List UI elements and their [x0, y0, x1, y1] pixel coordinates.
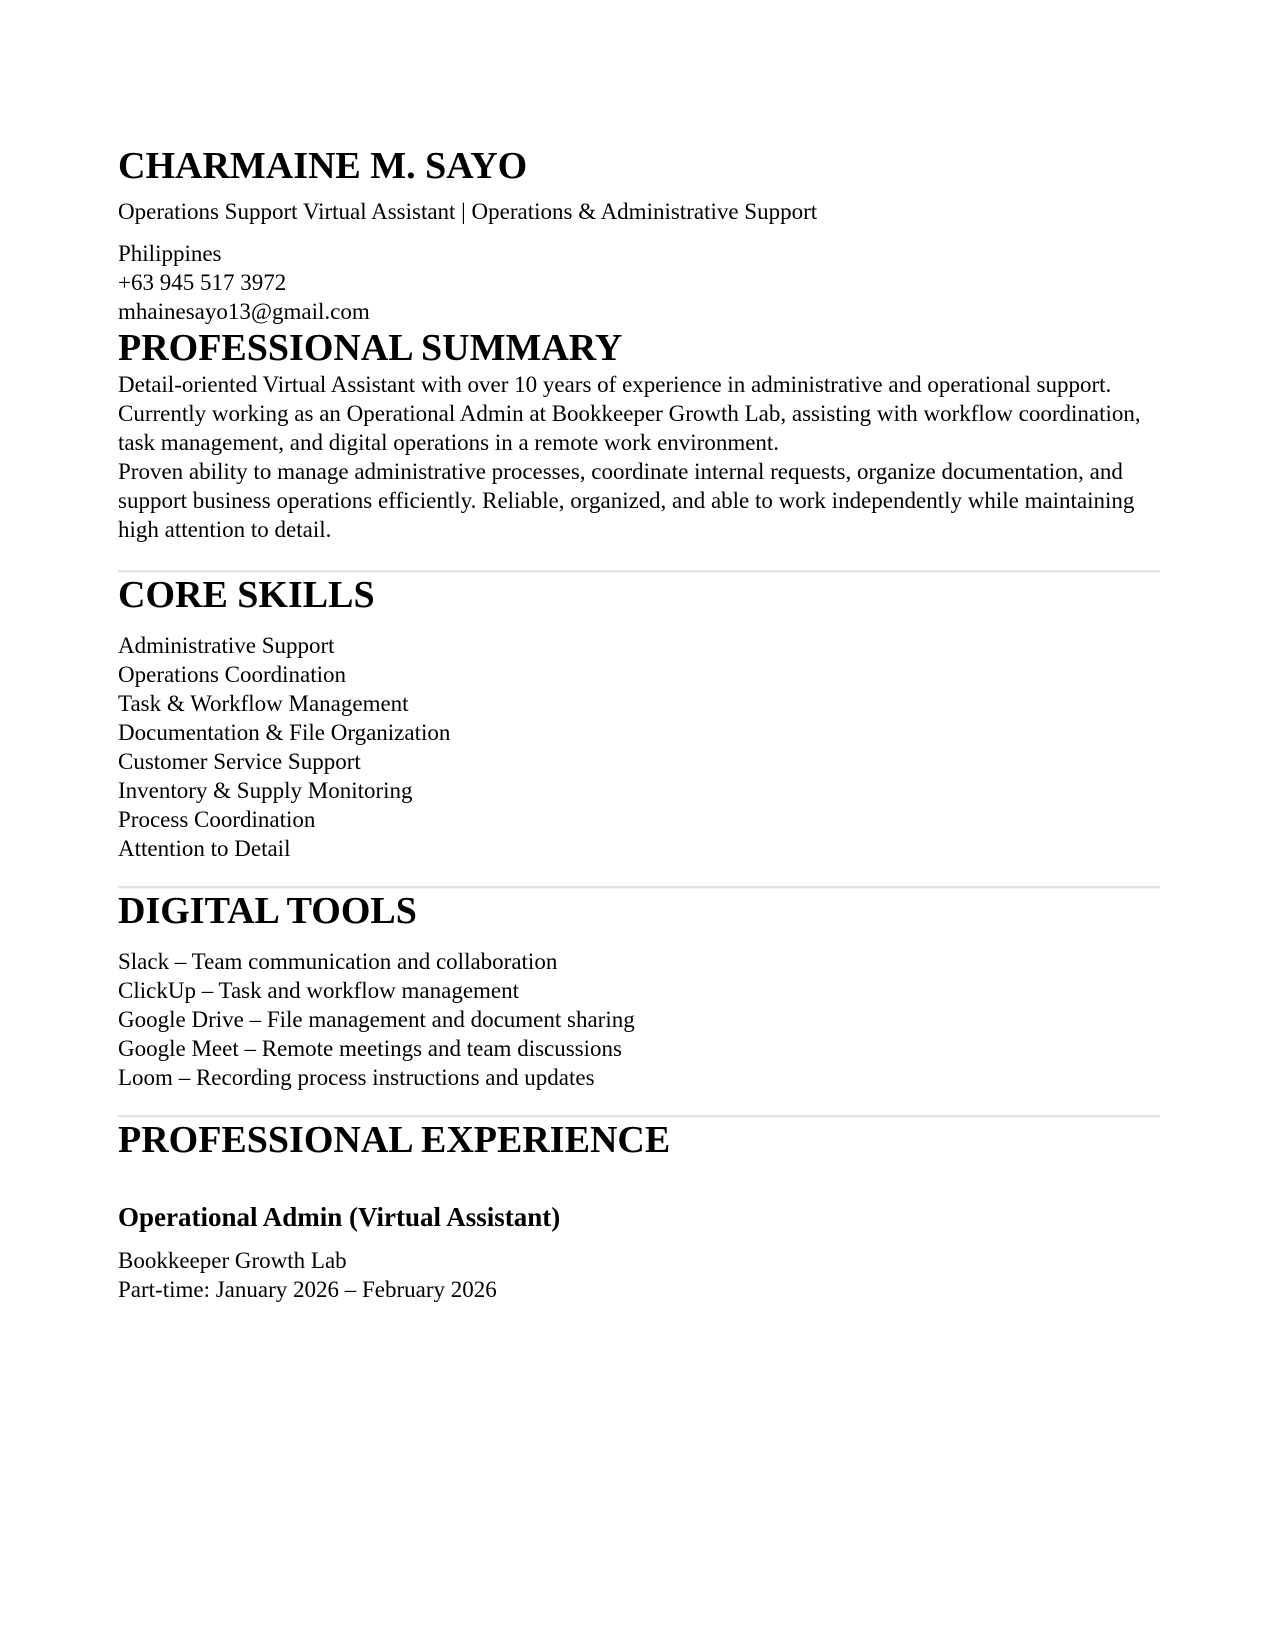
- skill-item: Documentation & File Organization: [118, 720, 451, 745]
- skill-item: Process Coordination: [118, 807, 316, 832]
- summary-paragraph: Proven ability to manage administrative processes, coordinate internal requests, organize documentation, and support business operations efficiently. Reliable, organized, and able to work independently while maintaining high attention to detail.: [118, 459, 1135, 542]
- skill-item: Customer Service Support: [118, 749, 361, 774]
- contact-email: mhainesayo13@gmail.com: [118, 299, 370, 324]
- tool-item: ClickUp – Task and workflow management: [118, 978, 520, 1003]
- job-meta: [118, 1246, 1160, 1304]
- skill-item: Task & Workflow Management: [118, 691, 409, 716]
- skill-item: Operations Coordination: [118, 662, 347, 687]
- summary-paragraph: Detail-oriented Virtual Assistant with over 10 years of experience in administrative and operational support. Currently working as an Operational Admin at Bookkeeper Growth Lab, assisting with workflow coordination, task management, and digital operations in a remote work environment.: [118, 372, 1141, 455]
- candidate-subtitle: Operations Support Virtual Assistant | Operations & Administrative Support: [118, 199, 818, 224]
- skills-heading: CORE SKILLS: [118, 574, 375, 616]
- job-company: Bookkeeper Growth Lab: [118, 1248, 347, 1273]
- tools-list: [118, 947, 1160, 1092]
- contact-phone: +63 945 517 3972: [118, 270, 287, 295]
- contact-location: Philippines: [118, 241, 222, 266]
- job-period: Part-time: January 2026 – February 2026: [118, 1277, 497, 1302]
- summary-heading: PROFESSIONAL SUMMARY: [118, 327, 623, 369]
- job-role: Operational Admin (Virtual Assistant): [118, 1202, 561, 1232]
- skill-item: Inventory & Supply Monitoring: [118, 778, 413, 803]
- tool-item: Slack – Team communication and collaboration: [118, 949, 558, 974]
- skill-item: Attention to Detail: [118, 836, 291, 861]
- contact-block: [118, 239, 1160, 326]
- tool-item: Google Meet – Remote meetings and team discussions: [118, 1036, 622, 1061]
- job-entry: [118, 1200, 1160, 1304]
- skills-list: [118, 631, 1160, 863]
- skill-item: Administrative Support: [118, 633, 335, 658]
- tool-item: Google Drive – File management and document sharing: [118, 1007, 635, 1032]
- tools-heading: DIGITAL TOOLS: [118, 890, 417, 932]
- tool-item: Loom – Recording process instructions and updates: [118, 1065, 595, 1090]
- resume-page: [118, 144, 1160, 1304]
- candidate-name: CHARMAINE M. SAYO: [118, 145, 528, 187]
- experience-heading: PROFESSIONAL EXPERIENCE: [118, 1119, 671, 1161]
